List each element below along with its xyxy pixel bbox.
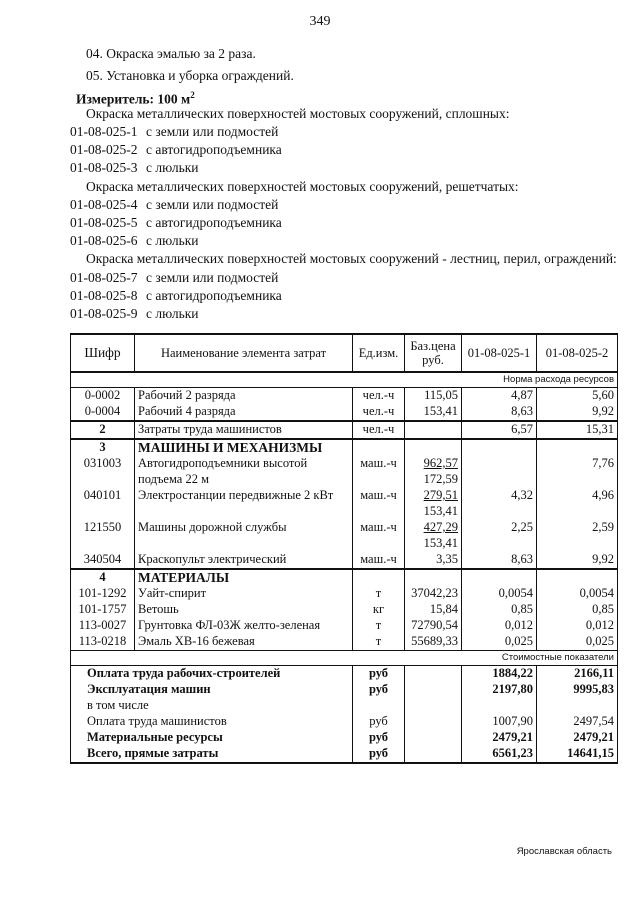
row-unit: чел.-ч: [353, 421, 405, 439]
region-footer: Ярославская область: [516, 846, 612, 857]
totals-unit: руб: [353, 666, 405, 683]
row-unit: маш.-ч: [353, 456, 405, 488]
totals-unit: руб: [353, 714, 405, 730]
group-item: [70, 142, 282, 158]
group-item: [70, 124, 278, 140]
row-value-2: 9,92: [537, 552, 618, 569]
row-price: [405, 456, 462, 488]
row-price: [405, 421, 462, 439]
table-row: [71, 634, 618, 651]
totals-value-1: 1884,22: [462, 666, 537, 683]
table-row: [71, 488, 618, 520]
measure-label: Измеритель: 100 м: [76, 91, 191, 107]
row-price: 115,05: [405, 388, 462, 405]
totals-label: Оплата труда машинистов: [71, 714, 353, 730]
totals-row: [71, 682, 618, 698]
row-unit: маш.-ч: [353, 488, 405, 520]
row-value-1: 6,57: [462, 421, 537, 439]
totals-label: Всего, прямые затраты: [71, 746, 353, 763]
table-row: [71, 456, 618, 488]
resource-table: [70, 333, 618, 764]
row-price: 55689,33: [405, 634, 462, 651]
row-code: 2: [71, 421, 135, 439]
section-title: МАТЕРИАЛЫ: [135, 569, 353, 586]
totals-value-2: 2497,54: [537, 714, 618, 730]
header-price: Баз.цена руб.: [405, 334, 462, 372]
norm-band-row: [71, 372, 618, 388]
row-value-2: 5,60: [537, 388, 618, 405]
item-label: с земли или подмостей: [146, 197, 279, 212]
header-unit: Ед.изм.: [353, 334, 405, 372]
section-code: 3: [71, 439, 135, 456]
row-value-1: 4,87: [462, 388, 537, 405]
row-unit: маш.-ч: [353, 552, 405, 569]
row-price: 3,35: [405, 552, 462, 569]
item-code: 01-08-025-8: [70, 288, 138, 303]
step-05: 05. Установка и уборка ограждений.: [86, 68, 294, 83]
row-value-2: 0,85: [537, 602, 618, 618]
totals-value-1: 2197,80: [462, 682, 537, 698]
table-header-row: [71, 334, 618, 372]
row-name: Машины дорожной службы: [135, 520, 353, 552]
group-title: Окраска металлических поверхностей мостовых сооружений - лестниц, перил, ограждений:: [86, 251, 617, 266]
cost-band-label: Стоимостные показатели: [71, 651, 618, 666]
item-code: 01-08-025-6: [70, 233, 138, 248]
row-code: 121550: [71, 520, 135, 552]
totals-row: [71, 730, 618, 746]
totals-label: Оплата труда рабочих-строителей: [71, 666, 353, 683]
row-code: 101-1757: [71, 602, 135, 618]
row-value-2: 4,96: [537, 488, 618, 520]
item-label: с люльки: [146, 233, 199, 248]
row-unit: чел.-ч: [353, 404, 405, 421]
row-value-2: 0,025: [537, 634, 618, 651]
group-item: [70, 215, 282, 231]
table-row: [71, 586, 618, 602]
row-code: 340504: [71, 552, 135, 569]
totals-row: [71, 666, 618, 683]
header-code: Шифр: [71, 334, 135, 372]
row-price: 15,84: [405, 602, 462, 618]
row-value-2: 15,31: [537, 421, 618, 439]
row-code: 040101: [71, 488, 135, 520]
row-name: Уайт-спирит: [135, 586, 353, 602]
row-unit: т: [353, 618, 405, 634]
item-code: 01-08-025-2: [70, 142, 138, 157]
group-item: [70, 270, 278, 286]
table-row: [71, 602, 618, 618]
row-value-1: 8,63: [462, 404, 537, 421]
totals-value-2: 14641,15: [537, 746, 618, 763]
row-value-1: 8,63: [462, 552, 537, 569]
totals-unit: руб: [353, 682, 405, 698]
item-label: с люльки: [146, 306, 199, 321]
group-item: [70, 197, 278, 213]
row-code: 0-0004: [71, 404, 135, 421]
totals-label: Эксплуатация машин: [71, 682, 353, 698]
price-main: 962,57: [423, 456, 458, 470]
page-number: 349: [309, 14, 331, 29]
item-code: 01-08-025-9: [70, 306, 138, 321]
group-item: [70, 160, 199, 176]
row-name-line2: подъема 22 м: [138, 471, 209, 486]
item-label: с земли или подмостей: [146, 124, 279, 139]
totals-value-2: 2166,11: [537, 666, 618, 683]
totals-row: [71, 698, 618, 714]
totals-row: [71, 714, 618, 730]
measure-line: [76, 87, 195, 108]
table-row: [71, 552, 618, 569]
price-main: 279,51: [423, 488, 458, 502]
item-label: с люльки: [146, 160, 199, 175]
totals-value-1: 2479,21: [462, 730, 537, 746]
price-wage: 153,41: [423, 535, 458, 550]
totals-value-1: 1007,90: [462, 714, 537, 730]
row-unit: т: [353, 634, 405, 651]
row-value-2: 9,92: [537, 404, 618, 421]
table-row: [71, 520, 618, 552]
item-label: с автогидроподъемника: [146, 288, 282, 303]
row-value-2: 2,59: [537, 520, 618, 552]
machinists-row: [71, 421, 618, 439]
totals-unit: руб: [353, 730, 405, 746]
row-code: 113-0027: [71, 618, 135, 634]
group-title: Окраска металлических поверхностей мостовых сооружений, сплошных:: [86, 106, 510, 121]
row-unit: кг: [353, 602, 405, 618]
row-unit: маш.-ч: [353, 520, 405, 552]
row-value-1: 4,32: [462, 488, 537, 520]
cost-band-row: [71, 651, 618, 666]
table-row: [71, 618, 618, 634]
materials-section-row: [71, 569, 618, 586]
totals-value-2: 9995,83: [537, 682, 618, 698]
row-code: 031003: [71, 456, 135, 488]
table-row: [71, 388, 618, 405]
header-col1: 01-08-025-1: [462, 334, 537, 372]
row-price: 72790,54: [405, 618, 462, 634]
totals-unit: руб: [353, 746, 405, 763]
row-name: [135, 456, 353, 488]
row-name-line1: Автогидроподъемники высотой: [138, 456, 308, 470]
row-value-1: 0,85: [462, 602, 537, 618]
row-value-1: 2,25: [462, 520, 537, 552]
header-col2: 01-08-025-2: [537, 334, 618, 372]
item-code: 01-08-025-4: [70, 197, 138, 212]
table-row: [71, 404, 618, 421]
machines-section-row: [71, 439, 618, 456]
item-code: 01-08-025-5: [70, 215, 138, 230]
row-name: Эмаль ХВ-16 бежевая: [135, 634, 353, 651]
price-main: 427,29: [423, 520, 458, 534]
row-unit: чел.-ч: [353, 388, 405, 405]
item-label: с земли или подмостей: [146, 270, 279, 285]
row-price: 37042,23: [405, 586, 462, 602]
step-04: 04. Окраска эмалью за 2 раза.: [86, 46, 256, 61]
group-title: Окраска металлических поверхностей мостовых сооружений, решетчатых:: [86, 179, 519, 194]
row-price: 153,41: [405, 404, 462, 421]
totals-value-1: 6561,23: [462, 746, 537, 763]
row-value-1: 0,025: [462, 634, 537, 651]
row-price: [405, 488, 462, 520]
row-price: [405, 520, 462, 552]
row-name: Затраты труда машинистов: [135, 421, 353, 439]
row-code: 113-0218: [71, 634, 135, 651]
totals-label: в том числе: [71, 698, 353, 714]
row-value-2: 0,0054: [537, 586, 618, 602]
row-name: Электростанции передвижные 2 кВт: [135, 488, 353, 520]
row-code: 101-1292: [71, 586, 135, 602]
row-value-1: 0,0054: [462, 586, 537, 602]
row-value-1: [462, 456, 537, 488]
row-name: Рабочий 2 разряда: [135, 388, 353, 405]
row-name: Грунтовка ФЛ-03Ж желто-зеленая: [135, 618, 353, 634]
item-label: с автогидроподъемника: [146, 142, 282, 157]
row-code: 0-0002: [71, 388, 135, 405]
norm-band-label: Норма расхода ресурсов: [71, 372, 618, 388]
row-value-2: 7,76: [537, 456, 618, 488]
group-item: [70, 233, 199, 249]
totals-label: Материальные ресурсы: [71, 730, 353, 746]
row-name: Краскопульт электрический: [135, 552, 353, 569]
group-item: [70, 288, 282, 304]
group-item: [70, 306, 199, 322]
row-value-1: 0,012: [462, 618, 537, 634]
row-value-2: 0,012: [537, 618, 618, 634]
price-wage: 153,41: [423, 503, 458, 518]
row-name: Ветошь: [135, 602, 353, 618]
header-name: Наименование элемента затрат: [135, 334, 353, 372]
section-code: 4: [71, 569, 135, 586]
item-code: 01-08-025-3: [70, 160, 138, 175]
item-label: с автогидроподъемника: [146, 215, 282, 230]
measure-superscript: 2: [190, 90, 195, 100]
item-code: 01-08-025-1: [70, 124, 138, 139]
totals-row: [71, 746, 618, 763]
section-title: МАШИНЫ И МЕХАНИЗМЫ: [135, 439, 353, 456]
row-name: Рабочий 4 разряда: [135, 404, 353, 421]
price-wage: 172,59: [423, 471, 458, 486]
row-unit: т: [353, 586, 405, 602]
totals-value-2: 2479,21: [537, 730, 618, 746]
item-code: 01-08-025-7: [70, 270, 138, 285]
